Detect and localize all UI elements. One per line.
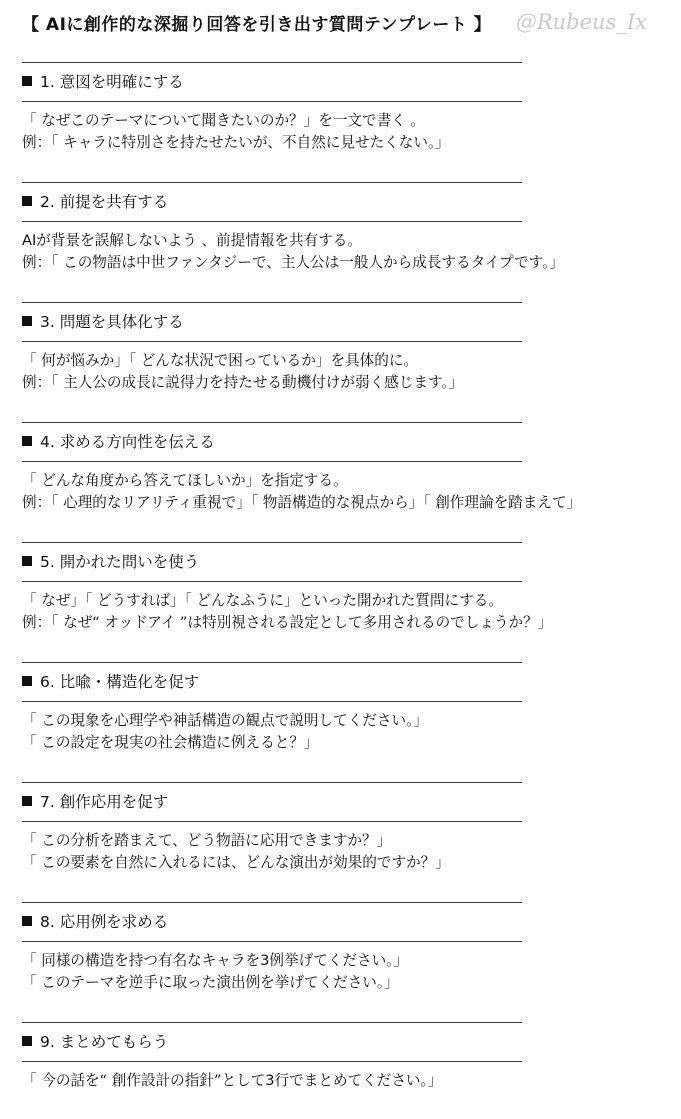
section-line: 例：「 なぜ“ オッドアイ ”は特別視される設定として多用されるのでしょうか？」 <box>22 614 553 631</box>
section-heading-text: 5. 開かれた問いを使う <box>40 553 200 571</box>
square-bullet-icon <box>22 556 32 566</box>
section-line: 「 今の話を“ 創作設計の指針”として3行でまとめてください。」 <box>22 1072 443 1089</box>
section-heading <box>22 543 522 581</box>
section-heading <box>22 63 522 101</box>
watermark: @Rubeus_Ix <box>515 10 647 34</box>
section-line: 「 なぜ」「 どうすれば」「 どんなふうに」といった開かれた質問にする。 <box>22 592 503 609</box>
section-heading <box>22 783 522 821</box>
section-7 <box>22 782 522 874</box>
section-line: 例：「 この物語は中世ファンタジーで、主人公は一般人から成長するタイプです。」 <box>22 254 564 271</box>
section-6 <box>22 662 522 754</box>
section-8 <box>22 902 522 994</box>
section-heading <box>22 303 522 341</box>
page-title: 【 AIに創作的な深掘り回答を引き出す質問テンプレート 】 <box>22 15 492 35</box>
square-bullet-icon <box>22 196 32 206</box>
section-line: 「 何が悩みか」「 どんな状況で困っているか」を具体的に。 <box>22 352 419 369</box>
square-bullet-icon <box>22 1036 32 1046</box>
section-line: AIが背景を誤解しないよう 、前提情報を共有する。 <box>22 232 362 249</box>
section-line: 「 この分析を踏まえて、どう物語に応用できますか？」 <box>22 832 392 849</box>
section-5 <box>22 542 553 634</box>
section-heading-text: 6. 比喩・構造化を促す <box>40 673 200 691</box>
square-bullet-icon <box>22 316 32 326</box>
section-heading <box>22 663 522 701</box>
section-heading-text: 1. 意図を明確にする <box>40 73 184 91</box>
section-heading <box>22 423 522 461</box>
section-line: 「 どんな角度から答えてほしいか」を指定する。 <box>22 472 348 489</box>
section-9 <box>22 1022 522 1092</box>
section-heading <box>22 903 522 941</box>
section-heading-text: 7. 創作応用を促す <box>40 793 169 811</box>
square-bullet-icon <box>22 676 32 686</box>
section-heading <box>22 1023 522 1061</box>
section-line: 「 この要素を自然に入れるには、どんな演出が効果的ですか？」 <box>22 854 450 871</box>
section-line: 「 このテーマを逆手に取った演出例を挙げてください。」 <box>22 974 399 991</box>
square-bullet-icon <box>22 436 32 446</box>
section-heading-text: 9. まとめてもらう <box>40 1033 169 1051</box>
section-heading-text: 4. 求める方向性を伝える <box>40 433 215 451</box>
section-heading-text: 2. 前提を共有する <box>40 193 169 211</box>
section-line: 例：「 心理的なリアリティ重視で」「 物語構造的な視点から」「 創作理論を踏まえて」 <box>22 494 582 511</box>
section-heading <box>22 183 522 221</box>
section-line: 「 この設定を現実の社会構造に例えると？」 <box>22 734 319 751</box>
section-line: 「 なぜこのテーマについて聞きたいのか？」を一文で書く 。 <box>22 112 426 129</box>
square-bullet-icon <box>22 76 32 86</box>
section-line: 「 同様の構造を持つ有名なキャラを3例挙げてください。」 <box>22 952 409 969</box>
section-line: 「 この現象を心理学や神話構造の観点で説明してください。」 <box>22 712 428 729</box>
section-4 <box>22 422 582 514</box>
section-line: 例：「 主人公の成長に説得力を持たせる動機付けが弱く感じます。」 <box>22 374 464 391</box>
section-heading-text: 3. 問題を具体化する <box>40 313 184 331</box>
section-heading-text: 8. 応用例を求める <box>40 913 169 931</box>
section-line: 例：「 キャラに特別さを持たせたいが、不自然に見せたくない。」 <box>22 134 450 151</box>
square-bullet-icon <box>22 796 32 806</box>
square-bullet-icon <box>22 916 32 926</box>
section-1 <box>22 62 522 154</box>
section-3 <box>22 302 522 394</box>
section-2 <box>22 182 564 274</box>
